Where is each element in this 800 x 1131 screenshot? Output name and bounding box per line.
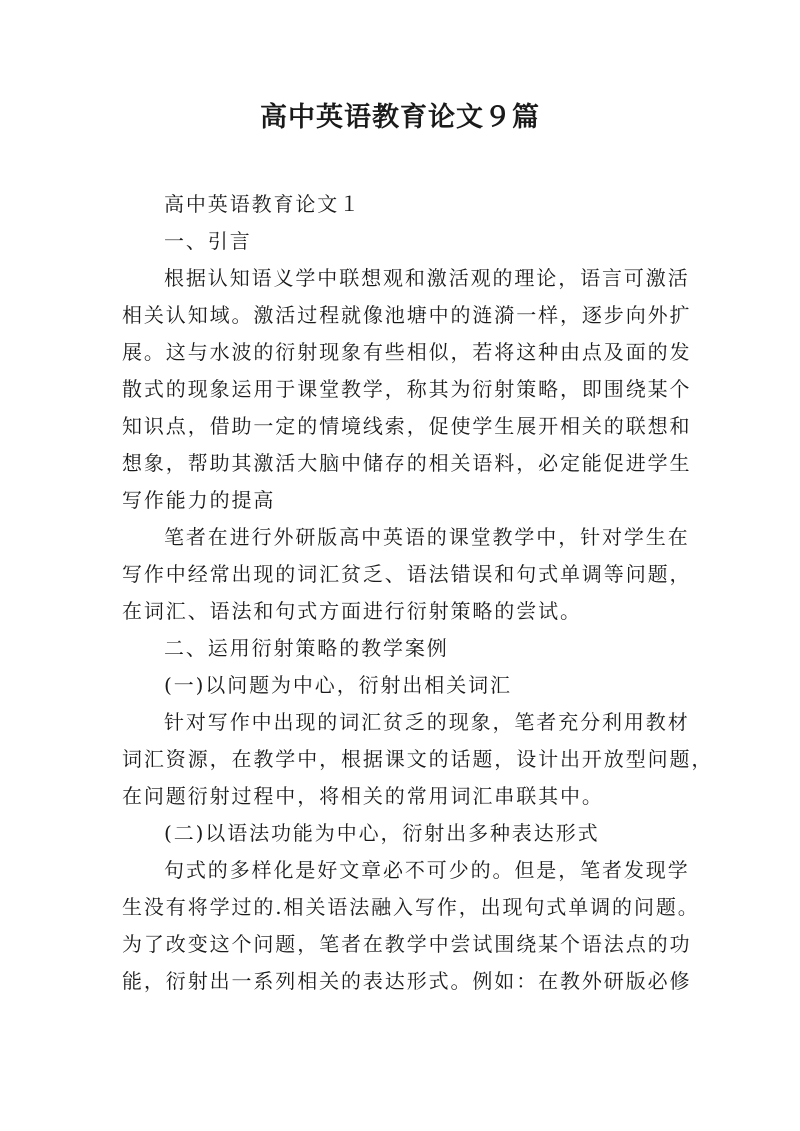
text-line: 知识点，借助一定的情境线索，促使学生展开相关的联想和 <box>122 414 692 438</box>
text-line: 二、运用衍射策略的教学案例 <box>164 636 449 660</box>
text-line: 在词汇、语法和句式方面进行衍射策略的尝试。 <box>122 599 582 623</box>
document-title: 高中英语教育论文９篇 <box>260 102 540 133</box>
text-line: 针对写作中出现的词汇贫乏的现象，笔者充分利用教材 <box>164 710 690 734</box>
document-body <box>122 186 714 1000</box>
text-line: 写作中经常出现的词汇贫乏、语法错误和句式单调等问题， <box>122 562 692 586</box>
text-line: (二)以语法功能为中心，衍射出多种表达形式 <box>164 821 600 845</box>
text-line: 能，衍射出一系列相关的表达形式。例如：在教外研版必修 <box>122 969 692 993</box>
text-line: 写作能力的提高 <box>122 488 276 512</box>
text-line: (一)以问题为中心，衍射出相关词汇 <box>164 673 512 697</box>
text-line: 为了改变这个问题，笔者在教学中尝试围绕某个语法点的功 <box>122 932 692 956</box>
text-line: 一、引言 <box>164 229 252 253</box>
text-line: 散式的现象运用于课堂教学，称其为衍射策略，即围绕某个 <box>122 377 692 401</box>
text-line: 想象，帮助其激活大脑中储存的相关语料，必定能促进学生 <box>122 451 692 475</box>
text-line: 生没有将学过的.相关语法融入写作，出现句式单调的问题。 <box>122 895 700 919</box>
text-line: 相关认知域。激活过程就像池塘中的涟漪一样，逐步向外扩 <box>122 303 692 327</box>
text-line: 在问题衍射过程中，将相关的常用词汇串联其中。 <box>122 784 604 808</box>
text-line: 句式的多样化是好文章必不可少的。但是，笔者发现学 <box>164 858 690 882</box>
text-line: 笔者在进行外研版高中英语的课堂教学中，针对学生在 <box>164 525 690 549</box>
text-line: 高中英语教育论文１ <box>164 192 362 216</box>
text-line: 根据认知语义学中联想观和激活观的理论，语言可激活 <box>164 266 690 290</box>
text-line: 展。这与水波的衍射现象有些相似，若将这种由点及面的发 <box>122 340 692 364</box>
text-line: 词汇资源，在教学中，根据课文的话题，设计出开放型问题， <box>122 747 714 771</box>
